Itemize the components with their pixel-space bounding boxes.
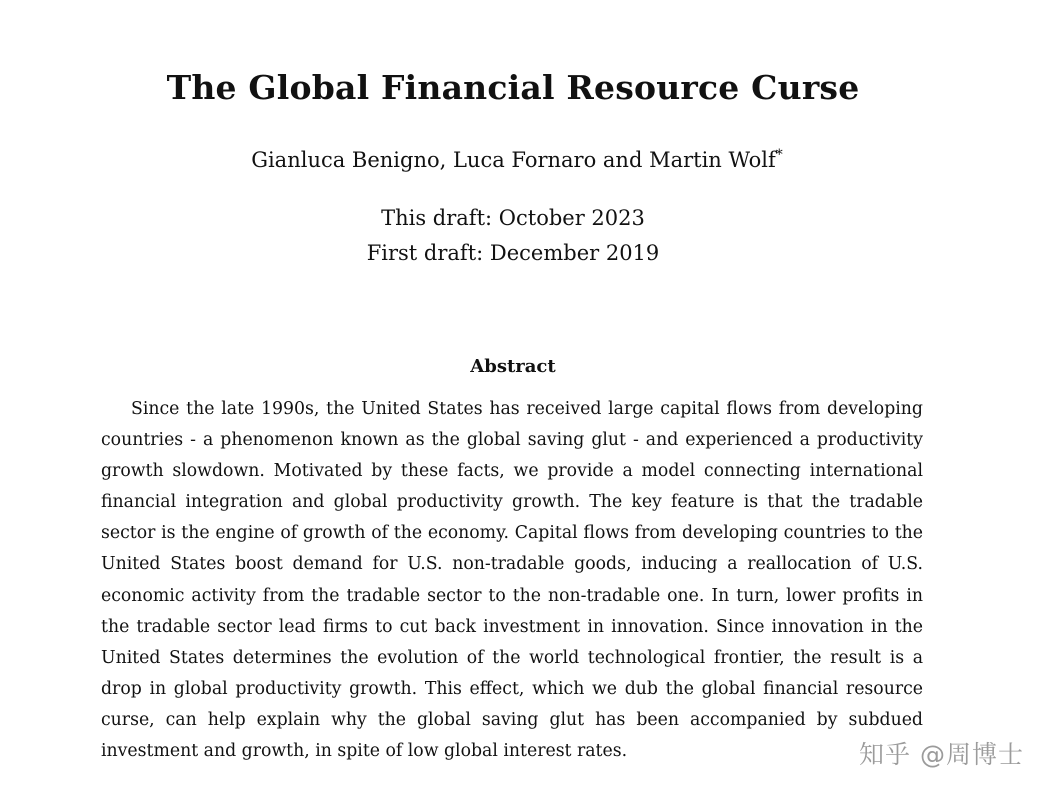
authors-text: Gianluca Benigno, Luca Fornaro and Martin Wolf — [251, 148, 776, 172]
zhihu-watermark: 知乎 @周博士 — [859, 740, 1024, 769]
abstract-body: Since the late 1990s, the United States has received large capital flows from developing countries - a phenomenon known as the global saving glut - and experienced a productivity growth slowdown. Motivated by these facts, we provide a model connecting international financial integration and global productivity growth. The key feature is that the tradable sector is the engine of growth of the economy. Capital flows from developing countries to the United States boost demand for U.S. non-tradable goods, inducing a reallocation of U.S. economic activity from the tradable sector to the non-tradable one. In turn, lower profits in the tradable sector lead firms to cut back investment in innovation. Since innovation in the United States determines the evolution of the world technological frontier, the result is a drop in global productivity growth. This effect, which we dub the global financial resource curse, can help explain why the global saving glut has been accompanied by subdued investment and growth, in spite of low global interest rates. — [101, 399, 923, 762]
paper-title: The Global Financial Resource Curse — [166, 68, 860, 107]
abstract-heading: Abstract — [470, 356, 556, 377]
this-draft-date: This draft: October 2023 — [381, 206, 645, 230]
author-footnote-mark: * — [775, 147, 783, 163]
author-line — [0, 145, 1034, 175]
first-draft-date: First draft: December 2019 — [366, 241, 660, 265]
